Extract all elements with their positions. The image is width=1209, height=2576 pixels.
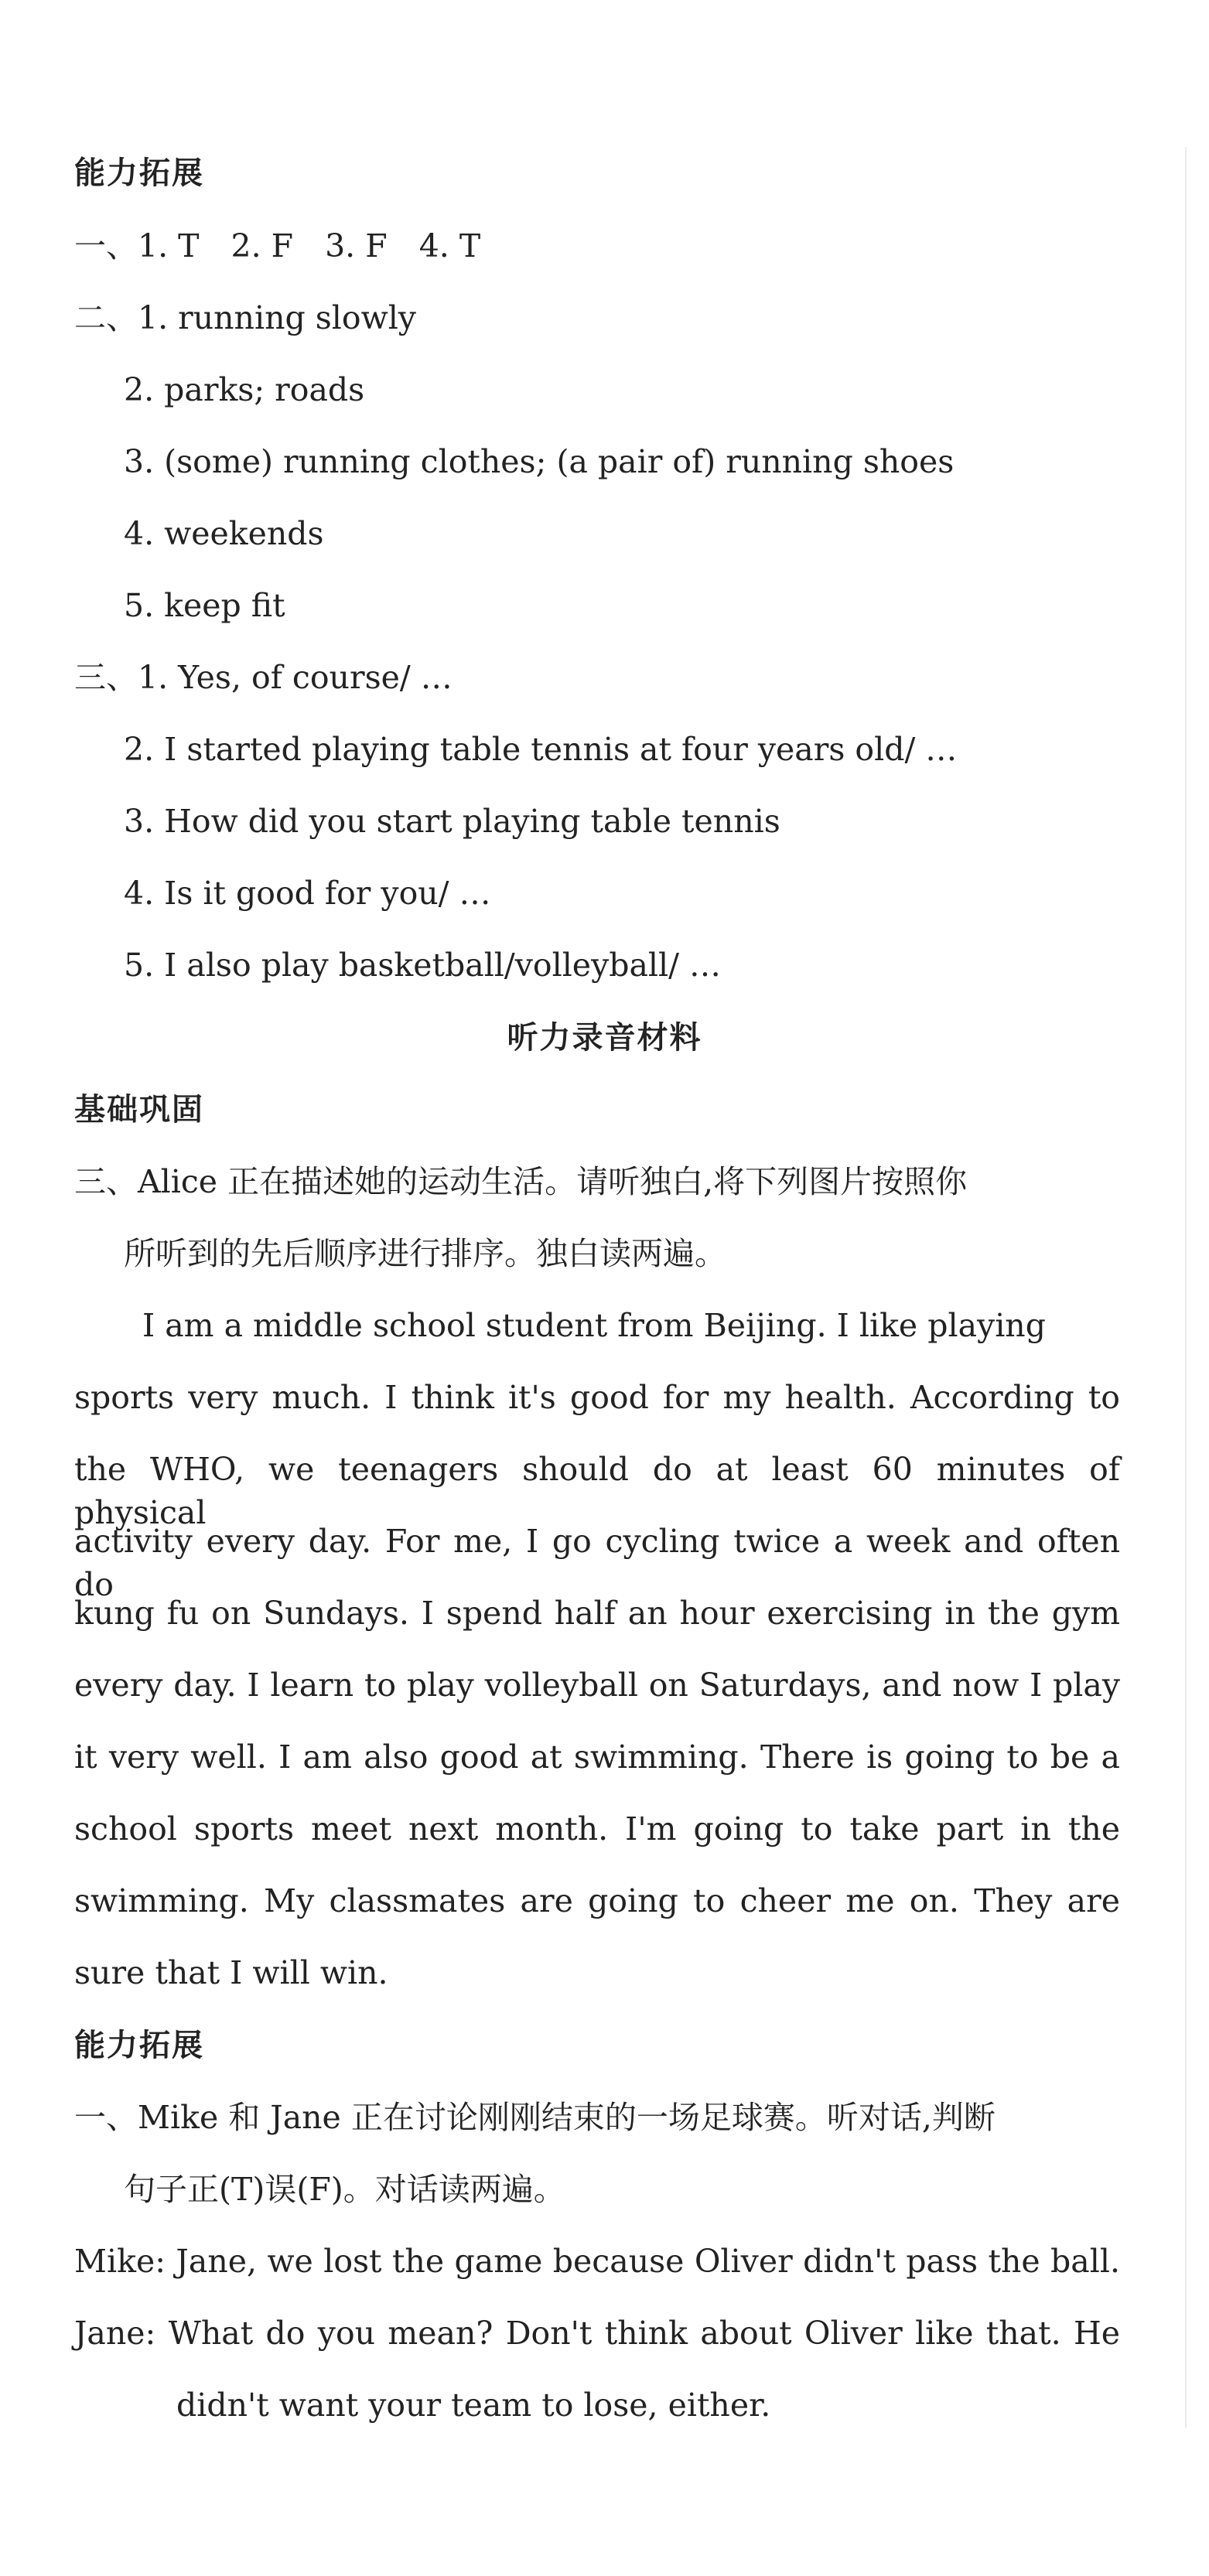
answer-q1: 一、1. T 2. F 3. F 4. T	[74, 227, 481, 264]
passage-line: activity every day. For me, I go cycling twice a week and often do	[74, 1523, 1120, 1603]
answer-q2-line: 2. parks; roads	[124, 371, 365, 408]
passage-line: every day. I learn to play volleyball on Saturdays, and now I play	[74, 1667, 1120, 1704]
answer-q2-line: 二、1. running slowly	[74, 299, 416, 336]
answer-q3-line: 2. I started playing table tennis at four years old/ …	[124, 731, 958, 768]
instruction-line: 句子正(T)误(F)。对话读两遍。	[124, 2171, 565, 2208]
section-heading-ability: 能力拓展	[74, 155, 204, 191]
dialogue-line: Mike: Jane, we lost the game because Oliver didn't pass the ball.	[74, 2243, 1120, 2280]
passage-line: swimming. My classmates are going to cheer me on. They are	[74, 1882, 1120, 1919]
answer-q3-line: 4. Is it good for you/ …	[124, 875, 491, 912]
answer-q3-line: 3. How did you start playing table tennis	[124, 803, 780, 840]
passage-line: kung fu on Sundays. I spend half an hour exercising in the gym	[74, 1595, 1120, 1632]
dialogue-line: didn't want your team to lose, either.	[176, 2387, 771, 2424]
instruction-line: 三、Alice 正在描述她的运动生活。请听独白,将下列图片按照你	[74, 1163, 968, 1200]
page-edge-shadow	[1185, 147, 1187, 2428]
listening-title: 听力录音材料	[507, 1020, 702, 1056]
dialogue-line: Jane: What do you mean? Don't think about Oliver like that. He	[74, 2315, 1120, 2352]
passage-line: sports very much. I think it's good for my health. According to	[74, 1379, 1120, 1416]
instruction-line: 所听到的先后顺序进行排序。独白读两遍。	[124, 1235, 726, 1272]
passage-line: it very well. I am also good at swimming. There is going to be a	[74, 1738, 1120, 1776]
answer-q2-line: 4. weekends	[124, 515, 324, 552]
answer-q3-line: 5. I also play basketball/volleyball/ …	[124, 947, 721, 984]
answer-q3-line: 三、1. Yes, of course/ …	[74, 659, 453, 696]
answer-q2-line: 3. (some) running clothes; (a pair of) running shoes	[124, 443, 955, 480]
section-heading-basic: 基础巩固	[74, 1092, 204, 1128]
answer-q2-line: 5. keep fit	[124, 587, 285, 624]
passage-line: I am a middle school student from Beijing. I like playing	[142, 1307, 1046, 1344]
section-heading-ability-listening: 能力拓展	[74, 2028, 204, 2063]
passage-line: school sports meet next month. I'm going to take part in the	[74, 1810, 1120, 1848]
instruction-line: 一、Mike 和 Jane 正在讨论刚刚结束的一场足球赛。听对话,判断	[74, 2099, 996, 2136]
passage-line: sure that I will win.	[74, 1954, 388, 1991]
passage-line: the WHO, we teenagers should do at least 60 minutes of physical	[74, 1451, 1120, 1531]
